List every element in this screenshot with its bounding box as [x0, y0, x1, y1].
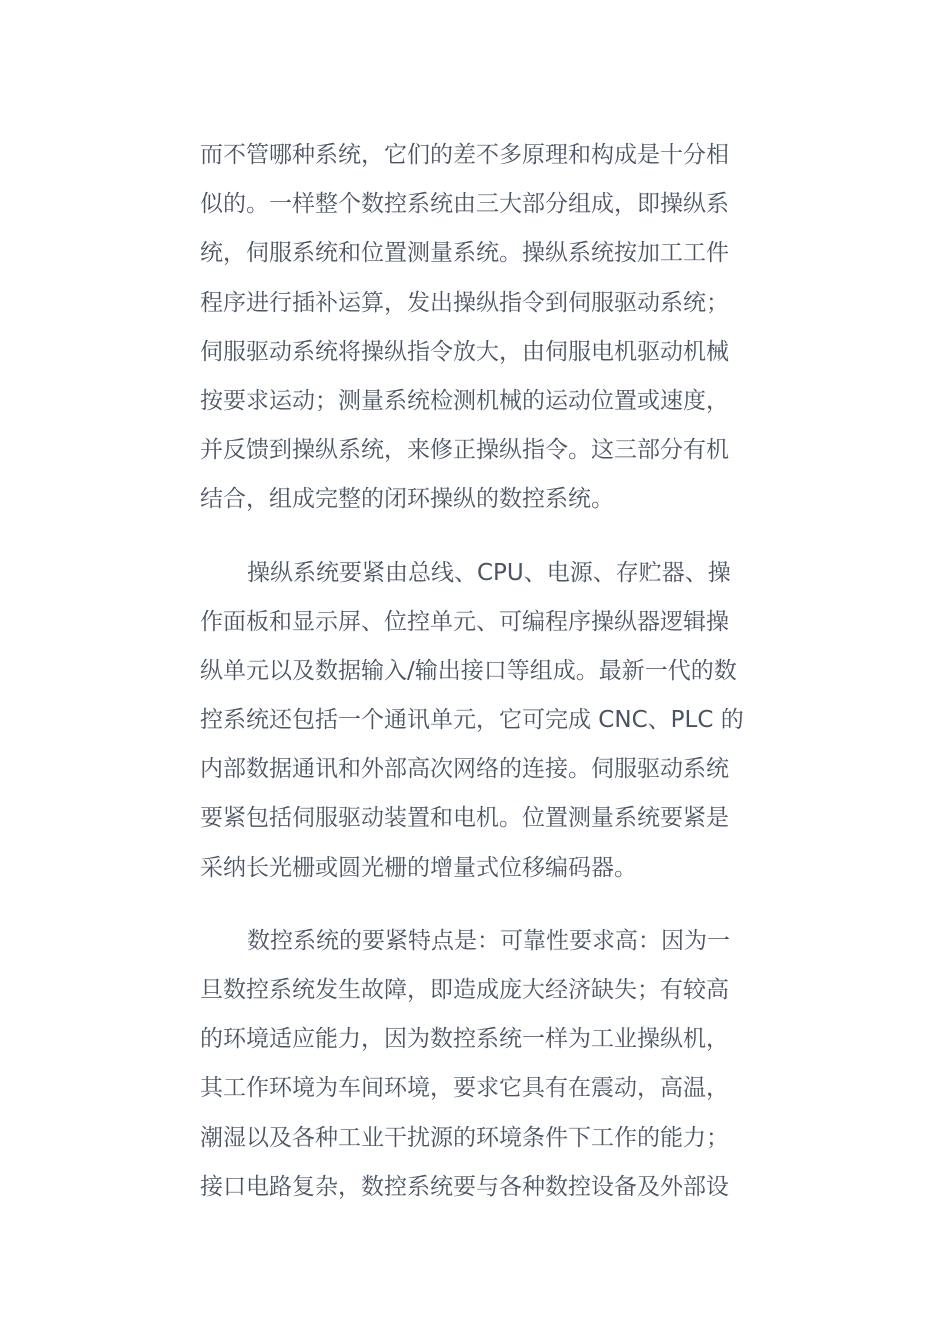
text-line: 结合，组成完整的闭环操纵的数控系统。 [200, 486, 614, 513]
document-body [200, 131, 756, 1236]
text-line: 内部数据通讯和外部高次网络的连接。伺服驱动系统 [200, 756, 729, 783]
text-line: 程序进行插补运算，发出操纵指令到伺服驱动系统； [200, 289, 729, 316]
text-line: 似的。一样整个数控系统由三大部分组成，即操纵系 [200, 191, 729, 218]
text-line: 按要求运动；测量系统检测机械的运动位置或速度， [200, 387, 729, 414]
text-line: 操纵系统要紧由总线、CPU、电源、存贮器、操 [247, 559, 731, 586]
text-line: 旦数控系统发生故障，即造成庞大经济缺失；有较高 [200, 977, 729, 1003]
text-line: 并反馈到操纵系统，来修正操纵指令。这三部分有机 [200, 437, 729, 464]
text-line: 伺服驱动系统将操纵指令放大，由伺服电机驱动机械 [200, 338, 729, 365]
paragraph-main-features [200, 917, 756, 1212]
text-line: 数控系统的要紧特点是：可靠性要求高：因为一 [247, 927, 730, 954]
text-line: 接口电路复杂，数控系统要与各种数控设备及外部设 [200, 1173, 729, 1200]
text-line: 控系统还包括一个通讯单元，它可完成 CNC、PLC 的 [200, 707, 744, 734]
text-line: 其工作环境为车间环境，要求它具有在震动，高温， [200, 1075, 729, 1102]
text-line: 的环境适应能力，因为数控系统一样为工业操纵机， [200, 1026, 729, 1053]
paragraph-control-system-parts [200, 549, 756, 893]
text-line: 作面板和显示屏、位控单元、可编程序操纵器逻辑操 [200, 608, 729, 635]
text-line: 而不管哪种系统，它们的差不多原理和构成是十分相 [200, 142, 729, 168]
text-line: 统，伺服系统和位置测量系统。操纵系统按加工工件 [200, 240, 729, 267]
text-line: 要紧包括伺服驱动装置和电机。位置测量系统要紧是 [200, 805, 729, 832]
text-line: 纵单元以及数据输入/输出接口等组成。最新一代的数 [200, 657, 737, 684]
text-line: 潮湿以及各种工业干扰源的环境条件下工作的能力； [200, 1124, 729, 1151]
paragraph-system-composition [200, 131, 756, 525]
text-line: 采纳长光栅或圆光栅的增量式位移编码器。 [200, 854, 637, 881]
